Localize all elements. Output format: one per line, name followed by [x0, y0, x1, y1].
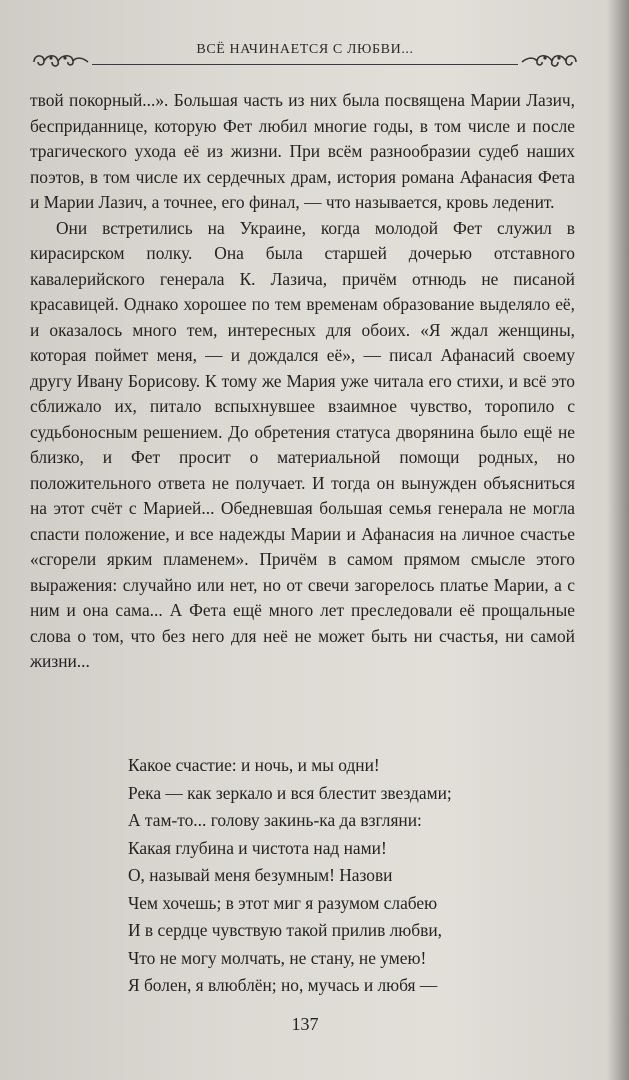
page-number: 137 — [291, 1014, 319, 1034]
running-header — [30, 38, 580, 78]
poem-line: Река — как зеркало и вся блестит звездами; — [128, 782, 452, 803]
poem-line: Я болен, я влюблён; но, мучась и любя — — [128, 975, 438, 995]
page-edge-shadow — [607, 0, 629, 1080]
poem — [128, 752, 548, 1000]
paragraph-2: Они встретились на Украине, когда молодой Фет служил в кирасирском полку. Она была старшей дочерью отставного кавалерийского генерала К. Лазича, причём отнюдь не писаной красавицей. Однако хорошее по тем временам образование выделяло её, и оказалось много тем, интересных для обоих. «Я ждал женщины, которая поймет меня, — и дождался её», — писал Афанасий своему другу Ивану Борисову. К тому же Мария уже читала его стихи, и всё это сближало их, питало вспыхнувшее взаимное чувство, торопило с судьбоносным решением. До обретения статуса дворянина было ещё не близко, и Фет просит о материальной помощи родных, но положительного ответа не получает. И тогда он вынужден объясниться на этот счёт с Марией... Обедневшая большая семья генерала не могла спасти положение, и все надежды Марии и Афанасия на личное счастье «сгорели ярким пламенем». Причём в самом прямом смысле этого выражения: случайно или нет, но от свечи загорелось платье Марии, а с ним и она сама... А Фета ещё много лет преследовали её прощальные слова о том, что без него для неё не может быть ни счастья, ни самой жизни... — [30, 217, 575, 671]
poem-line: Какая глубина и чистота над нами! — [128, 837, 387, 858]
poem-line: Какое счастие: и ночь, и мы одни! — [128, 755, 380, 775]
poem-line: И в сердце чувствую такой прилив любви, — [128, 920, 443, 940]
paragraph-1: твой покорный...». Большая часть из них была посвящена Марии Лазич, бесприданнице, которую Фет любил многие годы, в том числе и после трагического ухода её из жизни. При всём разнообразии судеб наших поэтов, в том числе их сердечных драм, история романа Афанасия Фета и Марии Лазич, а точнее, его финал, — что называется, кровь леденит. — [30, 90, 575, 212]
poem-line: О, называй меня безумным! Назови — [128, 865, 393, 885]
header-rule — [92, 64, 518, 65]
right-ornament-icon — [518, 48, 580, 74]
header-title: ВСЁ НАЧИНАЕТСЯ С ЛЮБВИ... — [196, 42, 414, 57]
body-text — [30, 88, 575, 675]
poem-line: Чем хочешь; в этот миг я разумом слабею — [128, 892, 438, 913]
poem-line: Что не могу молчать, не стану, не умею! — [128, 947, 427, 968]
poem-line: А там-то... голову закинь-ка да взгляни: — [128, 810, 422, 830]
